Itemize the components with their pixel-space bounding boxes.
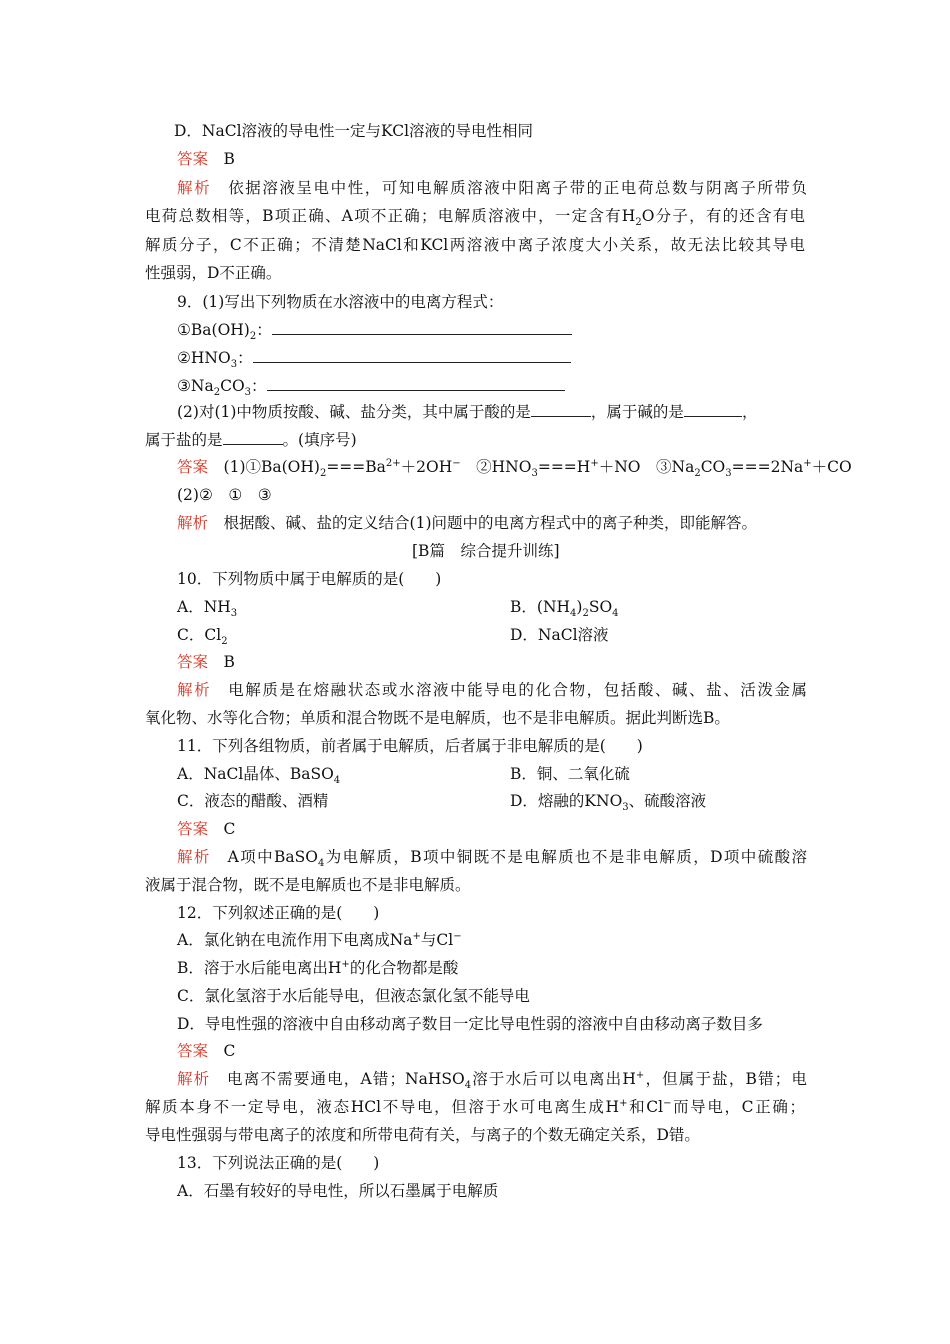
q11-option-b: B．铜、二氧化硫	[510, 765, 630, 783]
part2-text: 。(填序号)	[282, 431, 357, 449]
analysis-text: 和Cl	[627, 1098, 664, 1116]
q12-answer	[177, 1041, 235, 1061]
analysis-text: 而导电，C正确；	[671, 1098, 805, 1116]
part2-text: 属于盐的是	[145, 431, 223, 449]
analysis-text: 为电解质，B项中铜既不是电解质也不是非电解质，D项中硫酸溶	[324, 848, 807, 866]
q10-analysis-line1	[177, 680, 807, 700]
part2-text: ，属于碱的是	[590, 403, 684, 421]
subscript: 3	[230, 608, 238, 620]
equation-text: ②HNO	[476, 458, 532, 476]
base-blank[interactable]	[684, 402, 742, 417]
acid-blank[interactable]	[531, 402, 591, 417]
q11-option-c: C．液态的醋酸、酒精	[177, 792, 329, 810]
answer-value: C	[223, 1042, 236, 1060]
subscript: 2	[213, 387, 221, 399]
item-text: CO	[220, 377, 245, 395]
section-title: [B篇 综合提升训练]	[412, 542, 560, 560]
answer-blank[interactable]	[267, 376, 565, 391]
superscript: +	[803, 457, 812, 469]
analysis-text: ，但属于盐，B错；电	[644, 1070, 807, 1088]
item-text: ：	[237, 349, 253, 367]
equation-text: CO	[700, 458, 726, 476]
subscript: 3	[725, 468, 732, 480]
equation-text: (1)①Ba(OH)	[223, 458, 320, 476]
answer-label: 答案	[177, 1042, 209, 1060]
subscript: 3	[230, 359, 238, 371]
q9-item2	[177, 348, 571, 371]
q11-analysis-line2: 液属于混合物，既不是电解质也不是非电解质。	[145, 876, 471, 894]
equation-text: ③Na	[656, 458, 695, 476]
superscript: −	[663, 1097, 672, 1109]
subscript: 4	[612, 608, 619, 620]
option-text: A．NaCl晶体、BaSO	[177, 765, 334, 783]
item-text: ③Na	[177, 377, 214, 395]
analysis-label: 解析	[177, 179, 212, 197]
q9-analysis	[177, 513, 757, 533]
subscript: 4	[318, 858, 325, 870]
option-text: )	[576, 598, 583, 616]
q12-stem: 12．下列叙述正确的是( )	[177, 904, 380, 922]
item-text: ：	[251, 377, 267, 395]
subscript: 2	[319, 468, 327, 480]
subscript: 4	[570, 608, 577, 620]
equation-text: ===2Na	[731, 458, 804, 476]
q13-stem: 13．下列说法正确的是( )	[177, 1154, 380, 1172]
q10-answer	[177, 652, 235, 672]
answer-label: 答案	[177, 653, 209, 671]
q11-analysis-line1	[177, 847, 807, 870]
q9-part2-line2	[145, 430, 357, 450]
subscript: 2	[582, 608, 589, 620]
salt-blank[interactable]	[223, 430, 283, 445]
q8-analysis-line3: 解质分子，C不正确；不清楚NaCl和KCl两溶液中离子浓度大小关系，故无法比较其导电	[145, 236, 805, 254]
analysis-text: 溶于水后可以电离出H	[471, 1070, 636, 1088]
equation-text: ===H	[537, 458, 591, 476]
equation-text: ＋2OH	[400, 458, 453, 476]
subscript: 2	[694, 468, 701, 480]
superscript: +	[619, 1097, 628, 1109]
answer-label: 答案	[177, 458, 209, 476]
q9-part2-line1	[177, 402, 757, 422]
q8-answer	[177, 149, 235, 169]
subscript: 4	[464, 1080, 472, 1092]
q9-answer-part2: (2)② ① ③	[177, 486, 272, 504]
q12-option-c: C．氯化氢溶于水后能导电，但液态氯化氢不能导电	[177, 987, 530, 1005]
q13-option-a: A．石墨有较好的导电性，所以石墨属于电解质	[177, 1182, 499, 1200]
analysis-label: 解析	[177, 514, 209, 532]
q8-analysis-line1	[177, 178, 807, 198]
superscript: +	[590, 457, 599, 469]
analysis-text: 依据溶液呈电中性，可知电解质溶液中阳离子带的正电荷总数与阴离子所带负	[228, 179, 807, 197]
q12-analysis-line2	[145, 1097, 805, 1117]
answer-label: 答案	[177, 820, 209, 838]
answer-value: B	[223, 150, 235, 168]
q8-analysis-line4: 性强弱，D不正确。	[145, 264, 282, 282]
option-text: B．溶于水后能电离出H	[177, 959, 342, 977]
option-text: 与Cl	[420, 931, 454, 949]
q10-option-b	[510, 597, 619, 620]
option-text: C．Cl	[177, 626, 222, 644]
answer-label: 答案	[177, 150, 209, 168]
subscript: 3	[244, 387, 252, 399]
subscript: 3	[622, 802, 629, 814]
option-text: 的化合物都是酸	[349, 959, 459, 977]
q11-answer	[177, 819, 235, 839]
analysis-text: O分子，有的还含有电	[641, 207, 805, 225]
answer-value: C	[223, 820, 236, 838]
q12-option-d: D．导电性强的溶液中自由移动离子数目一定比导电性弱的溶液中自由移动离子数目多	[177, 1015, 763, 1033]
superscript: +	[412, 930, 421, 942]
answer-blank[interactable]	[253, 348, 571, 363]
q11-option-a	[177, 764, 341, 787]
analysis-label: 解析	[177, 848, 211, 866]
q9-stem: 9．(1)写出下列物质在水溶液中的电离方程式：	[177, 293, 504, 311]
superscript: 2+	[385, 457, 401, 469]
option-text: B．(NH	[510, 598, 571, 616]
q8-analysis-line2	[145, 206, 805, 229]
q8-option-d: D．NaCl溶液的导电性一定与KCl溶液的导电性相同	[174, 122, 534, 140]
q11-option-d	[510, 791, 707, 814]
subscript: 4	[333, 775, 341, 787]
part2-text: ，	[741, 403, 758, 421]
option-text: A．NH	[177, 598, 231, 616]
q12-option-a	[177, 930, 462, 950]
analysis-text: 根据酸、碱、盐的定义结合(1)问题中的电离方程式中的离子种类，即能解答。	[223, 514, 757, 532]
superscript: +	[635, 1069, 645, 1081]
answer-value: B	[223, 653, 235, 671]
analysis-label: 解析	[177, 681, 212, 699]
q10-option-d: D．NaCl溶液	[510, 626, 609, 644]
part2-text: (2)对(1)中物质按酸、碱、盐分类，其中属于酸的是	[177, 403, 531, 421]
superscript: −	[453, 930, 462, 942]
q10-stem: 10．下列物质中属于电解质的是( )	[177, 570, 442, 588]
analysis-label: 解析	[177, 1070, 211, 1088]
subscript: 2	[221, 636, 228, 648]
answer-blank[interactable]	[272, 320, 572, 335]
analysis-text: 电解质是在熔融状态或水溶液中能导电的化合物，包括酸、碱、盐、活泼金属	[228, 681, 807, 699]
q10-option-a	[177, 597, 238, 620]
q12-analysis-line3: 导电性强弱与带电离子的浓度和所带电荷有关，与离子的个数无确定关系，D错。	[145, 1126, 700, 1144]
item-text: ：	[256, 321, 272, 339]
q12-option-b	[177, 958, 458, 978]
q10-analysis-line2: 氧化物、水等化合物；单质和混合物既不是电解质，也不是非电解质。据此判断选B。	[145, 709, 730, 727]
option-text: D．熔融的KNO	[510, 792, 623, 810]
item-text: ①Ba(OH)	[177, 321, 250, 339]
analysis-text: 电离不需要通电，A错；NaHSO	[227, 1070, 465, 1088]
q10-option-c	[177, 625, 228, 648]
analysis-text: 电荷总数相等，B项正确、A项不正确；电解质溶液中，一定含有H	[145, 207, 636, 225]
subscript: 2	[249, 331, 257, 343]
superscript: −	[452, 457, 461, 469]
subscript: 3	[531, 468, 538, 480]
analysis-text: A项中BaSO	[227, 848, 318, 866]
equation-text: ===Ba	[326, 458, 386, 476]
subscript: 2	[635, 217, 642, 229]
superscript: +	[341, 958, 350, 970]
equation-text: ＋CO	[811, 458, 852, 476]
option-text: A．氯化钠在电流作用下电离成Na	[177, 931, 413, 949]
option-text: SO	[588, 598, 613, 616]
option-text: 、硫酸溶液	[628, 792, 707, 810]
q11-stem: 11．下列各组物质，前者属于电解质，后者属于非电解质的是( )	[177, 737, 643, 755]
analysis-text: 解质本身不一定导电，液态HCl不导电，但溶于水可电离生成H	[145, 1098, 620, 1116]
q12-analysis-line1	[177, 1069, 807, 1092]
q9-item3	[177, 376, 565, 399]
equation-text: ＋NO	[598, 458, 641, 476]
q9-answer	[177, 457, 852, 480]
q9-item1	[177, 320, 572, 343]
item-text: ②HNO	[177, 349, 231, 367]
